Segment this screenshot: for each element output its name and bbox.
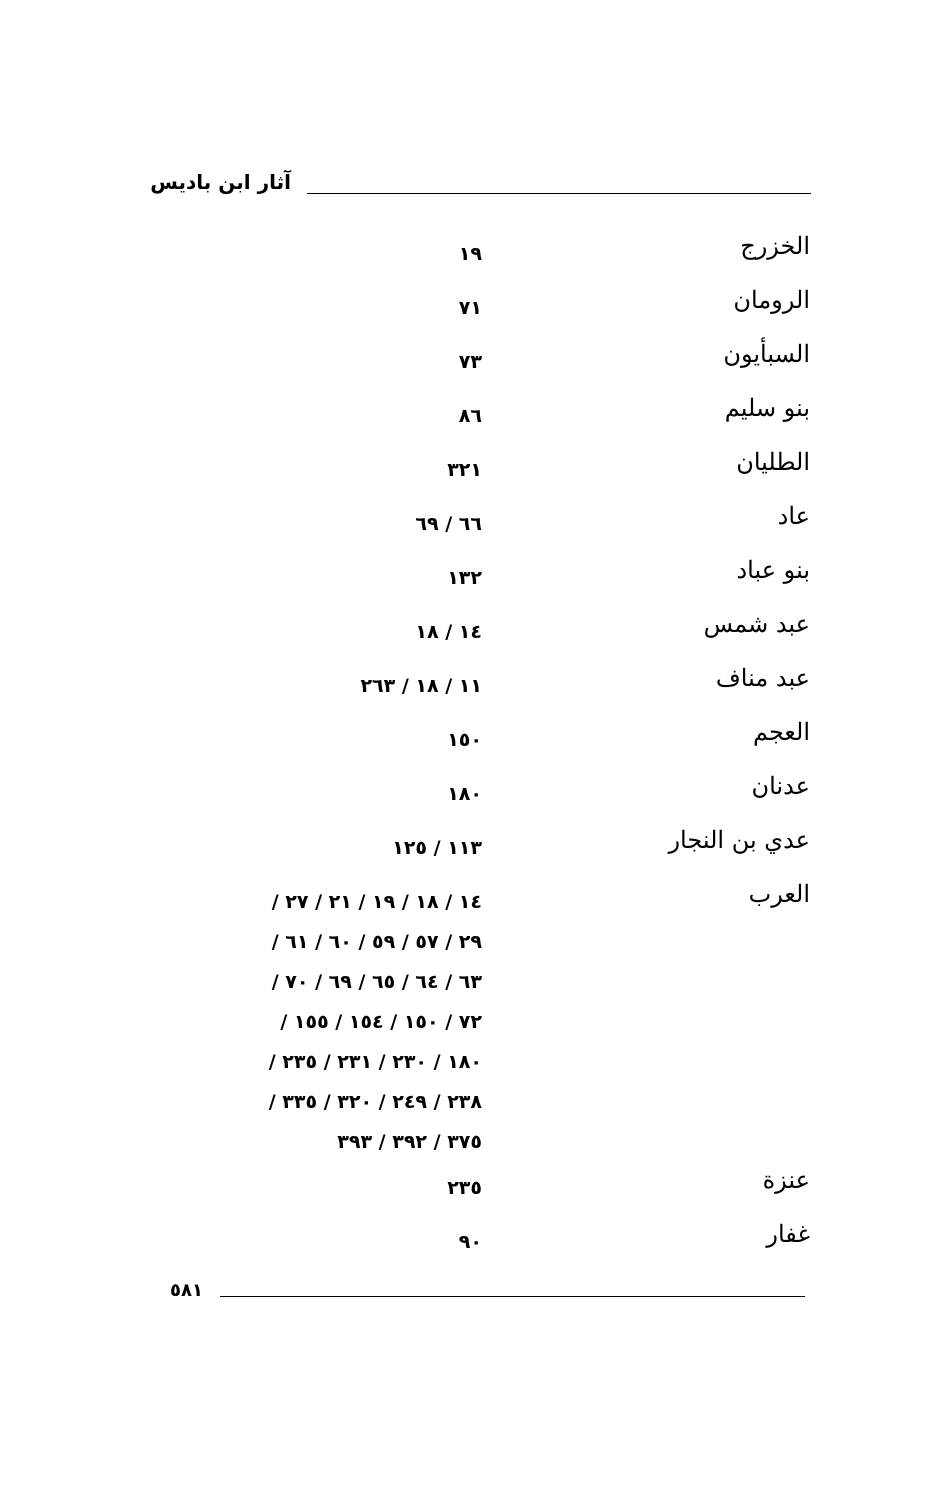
index-entry [160, 498, 810, 552]
entry-name: العجم [752, 718, 810, 746]
page-references-line: ٧١ [458, 297, 482, 319]
page-references-line: ٩٠ [458, 1231, 482, 1253]
entry-pages [160, 768, 482, 814]
index-list [160, 228, 810, 1270]
page-header [150, 170, 811, 200]
index-entry [160, 228, 810, 282]
page-references-line: ٧٣ [458, 351, 482, 373]
entry-name: الطليان [736, 448, 810, 476]
entry-name: السبأيون [723, 340, 810, 368]
header-rule [307, 193, 811, 194]
entry-pages [160, 282, 482, 328]
index-entry [160, 336, 810, 390]
entry-pages [160, 498, 482, 544]
page-references-line: ٨٦ [458, 405, 482, 427]
running-title: آثار ابن باديس [150, 170, 291, 194]
entry-pages [160, 336, 482, 382]
index-entry [160, 1162, 810, 1216]
entry-name: غفار [766, 1220, 810, 1248]
entry-pages [160, 1216, 482, 1262]
entry-name: عبد شمس [703, 610, 810, 638]
page-number: ٥٨١ [170, 1280, 203, 1301]
page-references-line: ٧٢ / ١٥٠ / ١٥٤ / ١٥٥ / [280, 1011, 482, 1033]
entry-pages [160, 1162, 482, 1208]
page-references-line: ١٣٢ [447, 567, 482, 589]
entry-name: عدي بن النجار [668, 826, 810, 854]
entry-pages [160, 552, 482, 598]
page-references-line: ١١٣ / ١٢٥ [392, 837, 482, 859]
entry-pages [160, 822, 482, 868]
entry-pages [160, 876, 482, 1162]
entry-name: عبد مناف [715, 664, 810, 692]
page-references-line: ١١ / ١٨ / ٢٦٣ [360, 675, 482, 697]
page-footer [165, 1280, 805, 1310]
page-references-line: ١٤ / ١٨ [415, 621, 482, 643]
page-references-line: ٣٢١ [447, 459, 482, 481]
page-references-line: ٦٣ / ٦٤ / ٦٥ / ٦٩ / ٧٠ / [271, 971, 482, 993]
page-references-line: ٦٦ / ٦٩ [415, 513, 482, 535]
entry-name: عنزة [762, 1166, 810, 1194]
index-entry [160, 876, 810, 1162]
entry-pages [160, 660, 482, 706]
page-references-line: ١٥٠ [447, 729, 482, 751]
index-entry [160, 714, 810, 768]
page-references-line: ١٩ [458, 243, 482, 265]
index-entry [160, 444, 810, 498]
entry-pages [160, 714, 482, 760]
entry-name: بنو سليم [724, 394, 810, 422]
entry-pages [160, 606, 482, 652]
entry-pages [160, 390, 482, 436]
index-entry [160, 606, 810, 660]
index-entry [160, 552, 810, 606]
entry-pages [160, 444, 482, 490]
entry-name: عدنان [751, 772, 810, 800]
index-entry [160, 1216, 810, 1270]
page-references-line: ٣٧٥ / ٣٩٢ / ٣٩٣ [337, 1131, 482, 1153]
index-entry [160, 768, 810, 822]
entry-name: الرومان [733, 286, 810, 314]
page-references-line: ١٤ / ١٨ / ١٩ / ٢١ / ٢٧ / [271, 891, 482, 913]
page-references-line: ٢٣٨ / ٢٤٩ / ٣٢٠ / ٣٣٥ / [268, 1091, 482, 1113]
entry-name: بنو عباد [736, 556, 810, 584]
entry-name: الخزرج [740, 232, 810, 260]
entry-pages [160, 228, 482, 274]
index-entry [160, 660, 810, 714]
page-references-line: ٢٣٥ [447, 1177, 482, 1199]
page-references-line: ١٨٠ [447, 783, 482, 805]
index-entry [160, 282, 810, 336]
entry-name: العرب [748, 880, 810, 908]
index-entry [160, 390, 810, 444]
index-entry [160, 822, 810, 876]
page-references-line: ١٨٠ / ٢٣٠ / ٢٣١ / ٢٣٥ / [268, 1051, 482, 1073]
footer-rule [220, 1296, 805, 1297]
page-references-line: ٢٩ / ٥٧ / ٥٩ / ٦٠ / ٦١ / [271, 931, 482, 953]
entry-name: عاد [777, 502, 810, 530]
